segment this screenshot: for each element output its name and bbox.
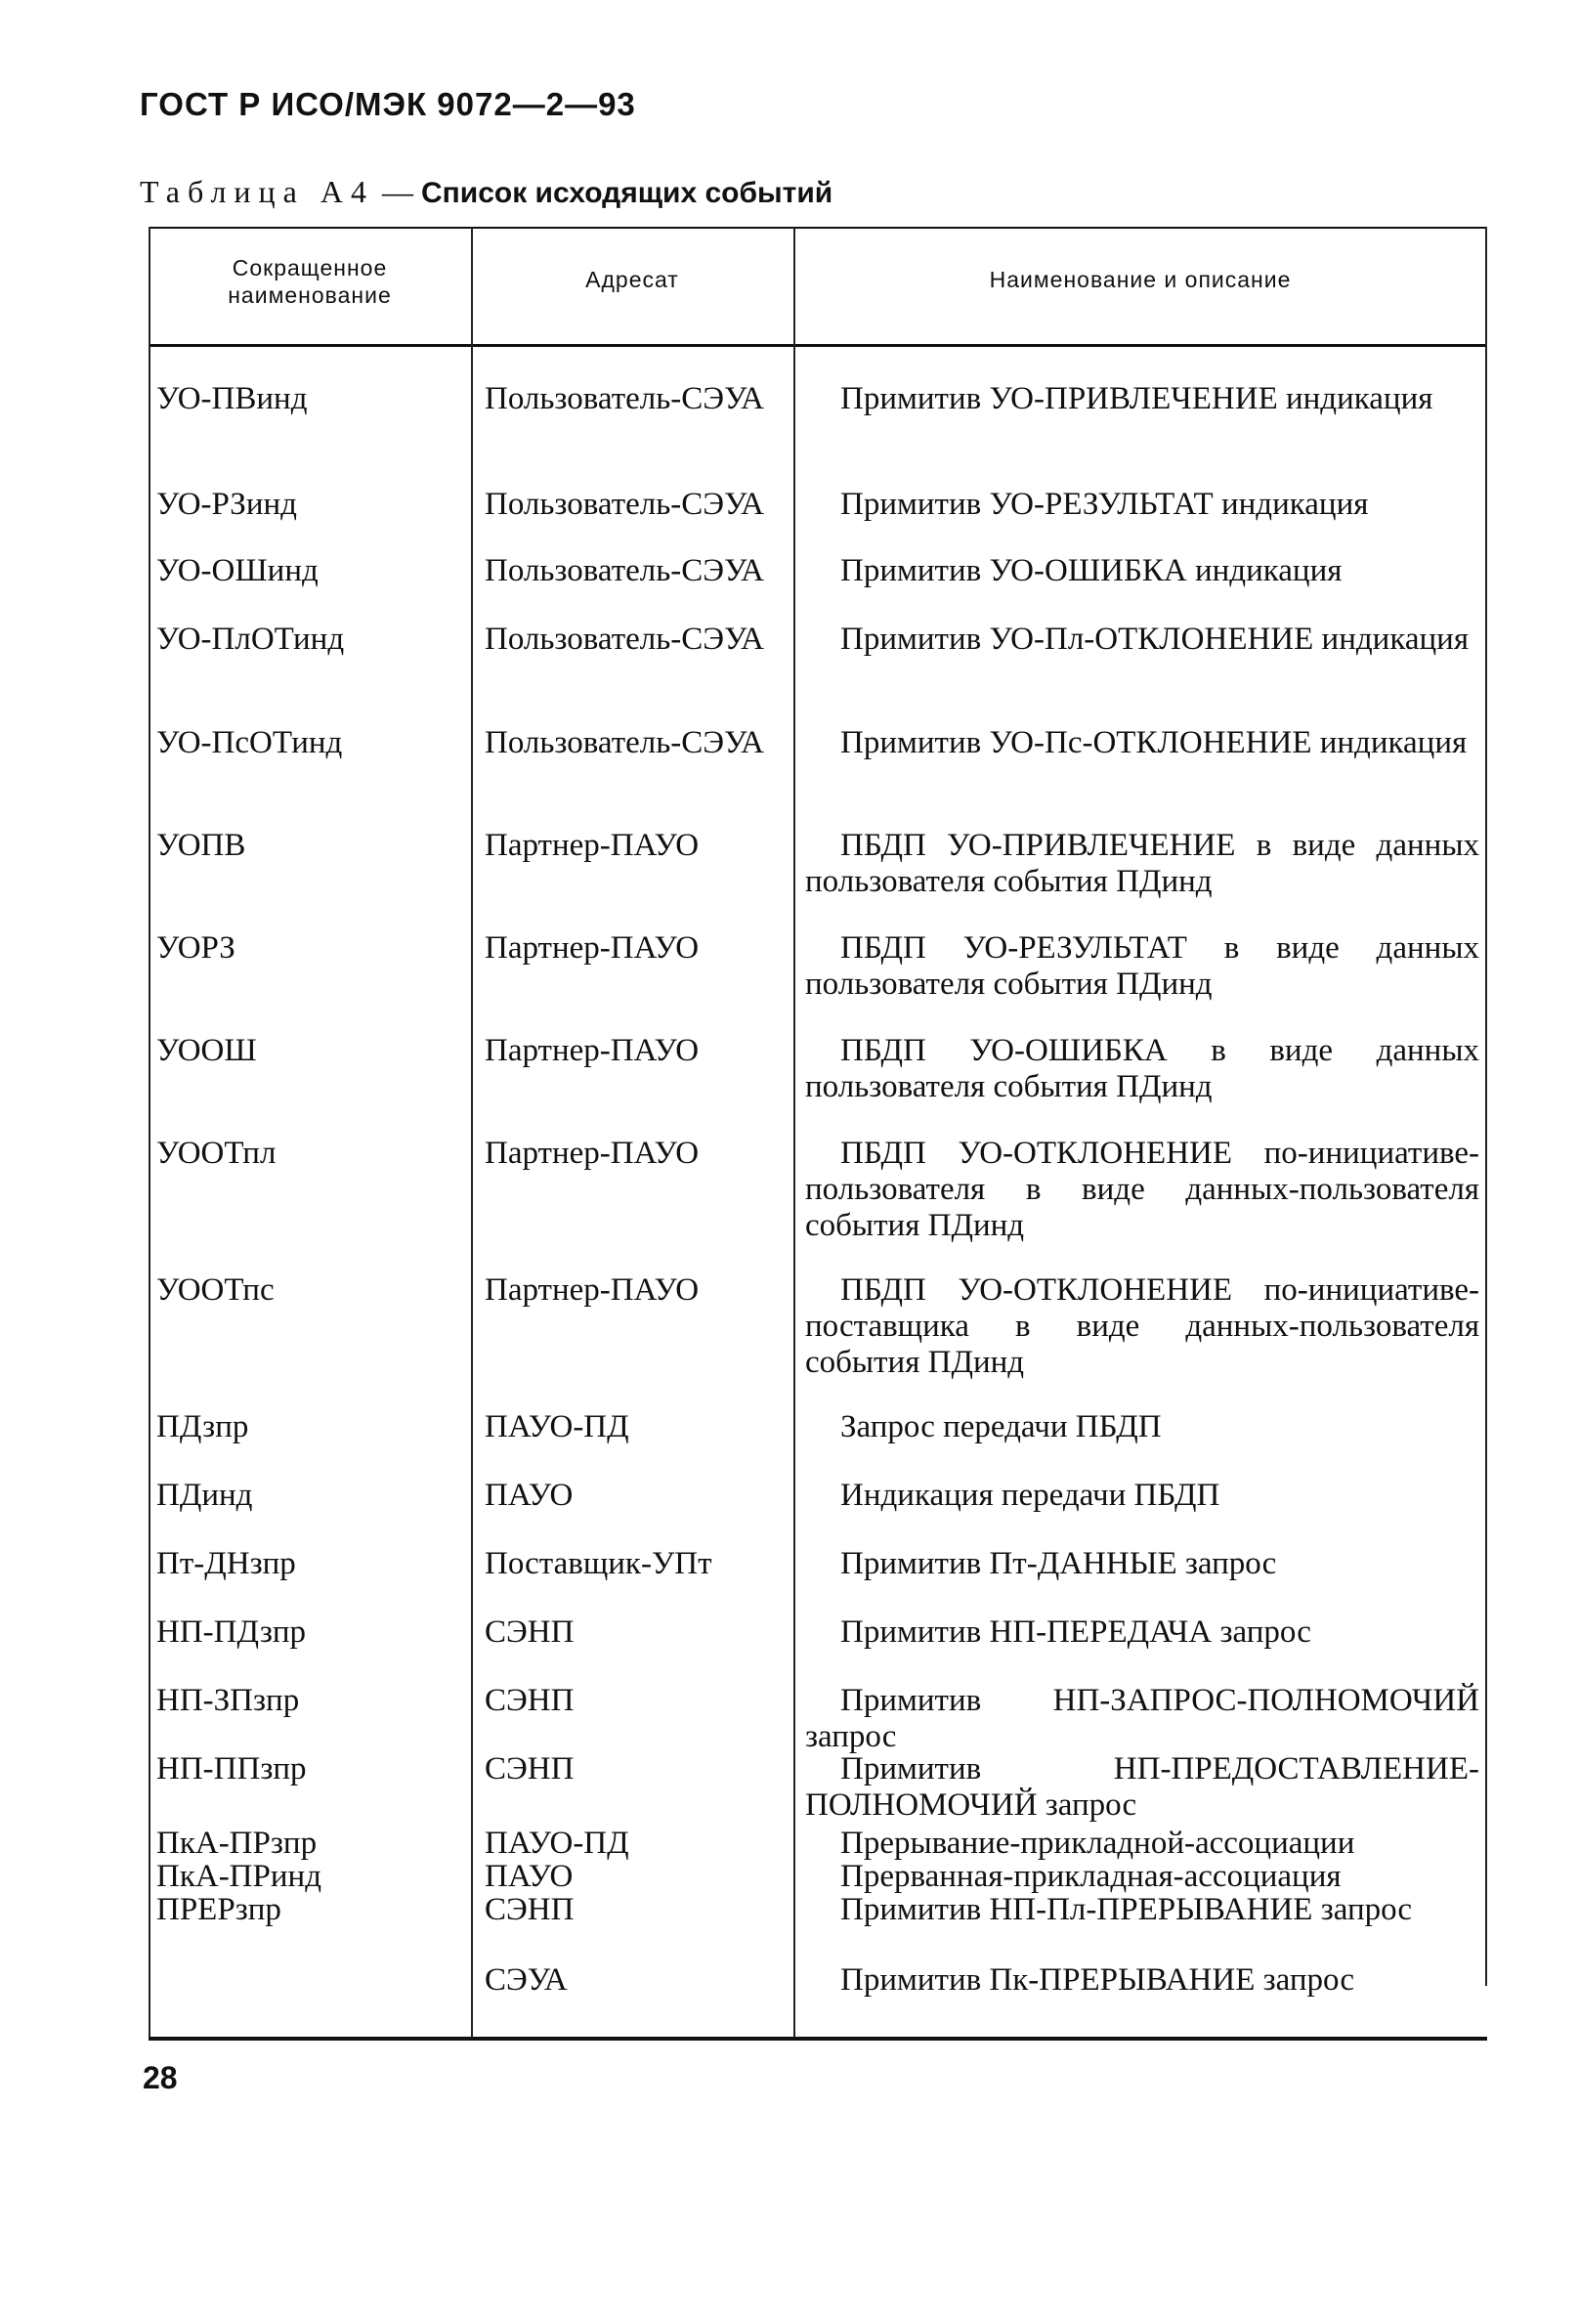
description-text: Запрос передачи ПБДП <box>840 1409 1162 1444</box>
cell-description <box>805 622 1479 658</box>
cell-description <box>805 1546 1479 1582</box>
description-text: Примитив УО-ПРИВЛЕЧЕНИЕ индикация <box>840 381 1433 416</box>
column-divider <box>149 227 150 2037</box>
cell-abbr: ПРЕРзпр <box>156 1892 281 1927</box>
cell-description <box>805 1136 1479 1244</box>
column-header-addressee: Адресат <box>585 267 679 292</box>
description-text: ПБДП УО-РЕЗУЛЬТАТ в виде данных пользователя события ПДинд <box>805 930 1479 1002</box>
cell-description <box>805 1033 1479 1105</box>
cell-description <box>805 1683 1479 1755</box>
table-top-rule <box>149 227 1487 229</box>
cell-description <box>805 1409 1479 1445</box>
description-text: Примитив НП-ПРЕДОСТАВЛЕНИЕ-ПОЛНОМОЧИЙ запрос <box>805 1751 1479 1823</box>
description-text: Примитив УО-РЕЗУЛЬТАТ индикация <box>840 487 1369 522</box>
table-header-rule <box>149 344 1487 347</box>
description-text: Примитив Пк-ПРЕРЫВАНИЕ запрос <box>840 1962 1354 1998</box>
cell-addressee: СЭНП <box>485 1892 575 1927</box>
description-text: Примитив НП-Пл-ПРЕРЫВАНИЕ запрос <box>840 1892 1413 1927</box>
description-text: Прерванная-прикладная-ассоциация <box>840 1859 1342 1894</box>
description-text: Индикация передачи ПБДП <box>840 1478 1220 1513</box>
cell-description <box>805 1751 1479 1824</box>
cell-abbr: УООТпс <box>156 1272 275 1308</box>
description-text: ПБДП УО-ОТКЛОНЕНИЕ по-инициативе-пользователя в виде данных-пользователя события ПДинд <box>805 1136 1479 1243</box>
cell-addressee: Пользователь-СЭУА <box>485 725 764 760</box>
table-bottom-rule <box>149 2037 1487 2041</box>
description-text: ПБДП УО-ПРИВЛЕЧЕНИЕ в виде данных пользователя события ПДинд <box>805 828 1479 899</box>
cell-abbr: УО-РЗинд <box>156 487 297 522</box>
cell-addressee: СЭНП <box>485 1614 575 1650</box>
cell-abbr: ПкА-ПРзпр <box>156 1826 318 1861</box>
description-text: ПБДП УО-ОШИБКА в виде данных пользователя события ПДинд <box>805 1033 1479 1104</box>
cell-description <box>805 725 1479 761</box>
description-text: Примитив УО-Пс-ОТКЛОНЕНИЕ индикация <box>840 725 1468 760</box>
cell-addressee: СЭНП <box>485 1751 575 1786</box>
cell-abbr: Пт-ДНзпр <box>156 1546 296 1581</box>
cell-description <box>805 1892 1479 1928</box>
cell-abbr: УООТпл <box>156 1136 277 1171</box>
cell-addressee: Партнер-ПАУО <box>485 1272 700 1308</box>
cell-addressee: Партнер-ПАУО <box>485 828 700 863</box>
cell-addressee: СЭУА <box>485 1962 568 1998</box>
description-text: Примитив УО-ОШИБКА индикация <box>840 553 1343 588</box>
description-text: Примитив Пт-ДАННЫЕ запрос <box>840 1546 1277 1581</box>
cell-addressee: Поставщик-УПт <box>485 1546 712 1581</box>
cell-abbr: НП-ПДзпр <box>156 1614 307 1650</box>
cell-addressee: Партнер-ПАУО <box>485 1136 700 1171</box>
cell-description <box>805 1859 1479 1895</box>
cell-abbr: УО-ПВинд <box>156 381 308 416</box>
cell-addressee: ПАУО <box>485 1859 574 1894</box>
description-text: ПБДП УО-ОТКЛОНЕНИЕ по-инициативе-поставщика в виде данных-пользователя события ПДинд <box>805 1272 1479 1380</box>
cell-abbr: УО-ПсОТинд <box>156 725 343 760</box>
column-divider <box>1485 227 1487 1986</box>
cell-addressee: Партнер-ПАУО <box>485 1033 700 1068</box>
cell-addressee: ПАУО-ПД <box>485 1826 629 1861</box>
cell-abbr: НП-ППзпр <box>156 1751 307 1786</box>
cell-addressee: Пользователь-СЭУА <box>485 622 764 657</box>
cell-description <box>805 553 1479 589</box>
table-caption <box>140 174 832 210</box>
description-text: Прерывание-прикладной-ассоциации <box>840 1826 1355 1861</box>
cell-addressee: СЭНП <box>485 1683 575 1718</box>
cell-description <box>805 1478 1479 1514</box>
document-header: ГОСТ Р ИСО/МЭК 9072—2—93 <box>140 86 636 122</box>
column-header-abbr: Сокращенное наименование <box>228 255 392 308</box>
column-divider <box>471 227 473 2037</box>
cell-addressee: ПАУО <box>485 1478 574 1513</box>
cell-abbr: УООШ <box>156 1033 257 1068</box>
cell-addressee: Партнер-ПАУО <box>485 930 700 966</box>
page-number: 28 <box>143 2060 178 2095</box>
cell-description <box>805 828 1479 900</box>
description-text: Примитив НП-ПЕРЕДАЧА запрос <box>840 1614 1311 1650</box>
caption-label: Таблица А4 <box>140 174 374 209</box>
cell-abbr: ПДзпр <box>156 1409 249 1444</box>
cell-abbr: ПкА-ПРинд <box>156 1859 321 1894</box>
caption-dash: — <box>373 174 421 209</box>
cell-abbr: НП-ЗПзпр <box>156 1683 300 1718</box>
cell-description <box>805 1272 1479 1381</box>
description-text: Примитив УО-Пл-ОТКЛОНЕНИЕ индикация <box>840 622 1470 657</box>
cell-abbr: УОРЗ <box>156 930 235 966</box>
column-header-description: Наименование и описание <box>989 267 1292 292</box>
cell-description <box>805 487 1479 523</box>
cell-abbr: ПДинд <box>156 1478 253 1513</box>
events-table <box>149 227 1487 2043</box>
cell-abbr: УО-ОШинд <box>156 553 319 588</box>
cell-description <box>805 1826 1479 1862</box>
cell-description <box>805 930 1479 1003</box>
cell-addressee: Пользователь-СЭУА <box>485 381 764 416</box>
cell-description <box>805 1962 1479 1999</box>
cell-abbr: УОПВ <box>156 828 246 863</box>
caption-title: Список исходящих событий <box>420 177 833 209</box>
cell-description <box>805 1614 1479 1651</box>
cell-addressee: Пользователь-СЭУА <box>485 487 764 522</box>
cell-description <box>805 381 1479 417</box>
column-divider <box>793 227 795 2037</box>
cell-addressee: Пользователь-СЭУА <box>485 553 764 588</box>
cell-abbr: УО-ПлОТинд <box>156 622 345 657</box>
cell-addressee: ПАУО-ПД <box>485 1409 629 1444</box>
description-text: Примитив НП-ЗАПРОС-ПОЛНОМОЧИЙ запрос <box>805 1683 1479 1754</box>
